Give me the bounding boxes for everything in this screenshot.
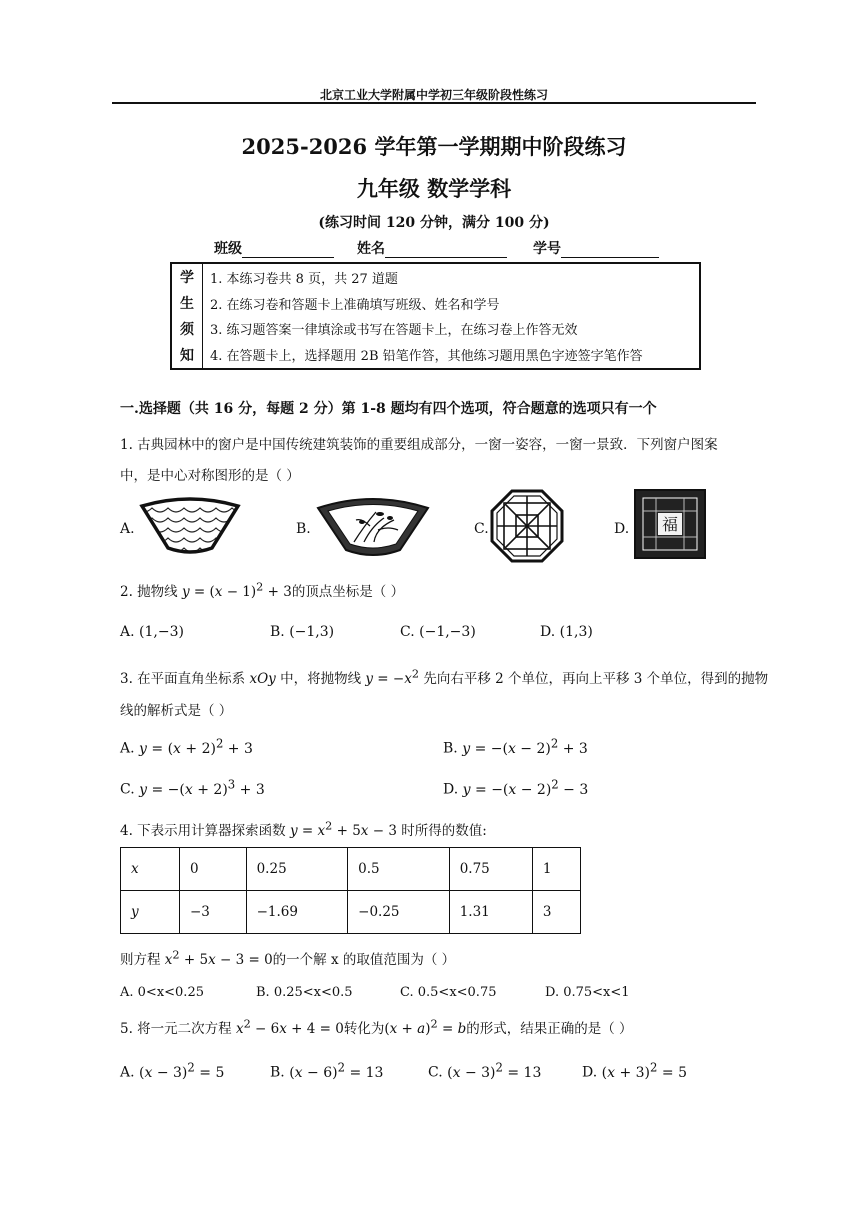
q2-option-b[interactable]: B. (−1,3) — [270, 624, 335, 640]
exam-subject: 九年级 数学学科 — [356, 176, 512, 201]
q1-option-a-label[interactable]: A. — [120, 521, 135, 537]
q1-option-b-label[interactable]: B. — [296, 521, 311, 537]
q1-text-line2: 中，是中心对称图形的是（ ） — [120, 468, 300, 484]
table-cell: 0.25 — [246, 848, 348, 891]
class-blank[interactable] — [242, 241, 334, 258]
student-notice-box — [170, 262, 701, 370]
q4-question: 则方程 $x^2 + 5x - 3 = 0$的一个解 x 的取值范围为（ ） — [120, 948, 456, 968]
notice-item: 1. 本练习卷共 8 页，共 27 道题 — [210, 272, 398, 287]
octagon-window-image — [490, 489, 564, 563]
school-header: 北京工业大学附属中学初三年级阶段性练习 — [319, 88, 548, 102]
q3-formula: $y = -x^2$ — [365, 667, 420, 687]
q4-value-table — [120, 847, 581, 934]
q3-option-b[interactable]: B. $y = -(x - 2)^2 + 3$ — [443, 736, 588, 757]
table-row — [121, 891, 581, 934]
notice-item: 3. 练习题答案一律填涂或书写在答题卡上，在练习卷上作答无效 — [210, 323, 578, 338]
q4-option-b[interactable]: B. 0.25<x<0.5 — [256, 985, 353, 1000]
square-window-fu-image — [634, 489, 706, 559]
name-label: 姓名 — [357, 241, 385, 257]
table-cell: 1 — [532, 848, 580, 891]
q1-option-d-label[interactable]: D. — [614, 521, 630, 537]
q1-text-line1: 1. 古典园林中的窗户是中国传统建筑装饰的重要组成部分，一窗一姿容，一窗一景致．下列窗户图案 — [120, 437, 718, 453]
table-cell: 0 — [180, 848, 247, 891]
name-field[interactable] — [357, 238, 507, 258]
fan-window-orchid-image — [314, 496, 432, 558]
student-id-label: 学号 — [533, 241, 561, 257]
table-cell: −3 — [180, 891, 247, 934]
section-heading: 一.选择题（共 16 分，每题 2 分）第 1-8 题均有四个选项，符合题意的选项只有一个 — [120, 401, 657, 417]
q2-formula: $y = (x - 1)^2 + 3$ — [181, 580, 292, 600]
q3-option-a[interactable]: A. $y = (x + 2)^2 + 3$ — [120, 736, 253, 757]
table-cell: −0.25 — [348, 891, 450, 934]
q3-stem-line2: 线的解析式是（ ） — [120, 703, 233, 719]
name-blank[interactable] — [385, 241, 507, 258]
q2-option-a[interactable]: A. (1,−3) — [120, 624, 184, 640]
table-row — [121, 848, 581, 891]
class-field[interactable] — [214, 238, 334, 258]
q4-option-a[interactable]: A. 0<x<0.25 — [120, 985, 204, 1000]
q2-option-d[interactable]: D. (1,3) — [540, 624, 593, 640]
header-rule — [112, 102, 756, 104]
fan-window-lattice-image — [136, 498, 244, 556]
table-cell: 1.31 — [449, 891, 532, 934]
notice-item: 2. 在练习卷和答题卡上准确填写班级、姓名和学号 — [210, 297, 500, 313]
q2-stem: 2. 抛物线 $y = (x - 1)^2 + 3$的顶点坐标是（ ） — [120, 580, 405, 600]
table-header-y: y — [121, 891, 180, 934]
time-note: (练习时间 120 分钟，满分 100 分) — [318, 215, 550, 231]
q5-option-b[interactable]: B. $(x - 6)^2 = 13$ — [270, 1060, 384, 1081]
table-cell: −1.69 — [246, 891, 348, 934]
q5-option-a[interactable]: A. $(x - 3)^2 = 5$ — [120, 1060, 225, 1081]
q4-option-d[interactable]: D. 0.75<x<1 — [545, 985, 630, 1000]
class-label: 班级 — [214, 241, 242, 257]
q5-stem: 5. 将一元二次方程 $x^2 - 6x + 4 = 0$转化为$(x + a)^2 = b$的形式，结果正确的是（ ） — [120, 1017, 633, 1037]
table-cell: 0.75 — [449, 848, 532, 891]
exam-title: 2025-2026 学年第一学期期中阶段练习 — [241, 134, 627, 159]
svg-text:福: 福 — [661, 515, 679, 534]
q3-option-c[interactable]: C. $y = -(x + 2)^3 + 3$ — [120, 777, 265, 798]
q4-formula: $y = x^2 + 5x - 3$ — [289, 819, 397, 839]
q4-stem: 4. 下表示用计算器探索函数 $y = x^2 + 5x - 3$ 时所得的数值: — [120, 819, 487, 839]
q4-option-c[interactable]: C. 0.5<x<0.75 — [400, 985, 497, 1000]
student-id-field[interactable] — [533, 238, 659, 258]
q3-option-d[interactable]: D. $y = -(x - 2)^2 - 3$ — [443, 777, 589, 798]
q5-option-d[interactable]: D. $(x + 3)^2 = 5$ — [582, 1060, 687, 1081]
q1-option-c-label[interactable]: C. — [474, 521, 489, 537]
notice-item: 4. 在答题卡上，选择题用 2B 铅笔作答，其他练习题用黑色字迹签字笔作答 — [210, 348, 643, 364]
q3-stem-line1: 3. 在平面直角坐标系 xOy 中，将抛物线 $y = -x^2$ 先向右平移 2 个单位，再向上平移 3 个单位，得到的抛物 — [120, 667, 769, 687]
q5-option-c[interactable]: C. $(x - 3)^2 = 13$ — [428, 1060, 542, 1081]
table-header-x: x — [121, 848, 180, 891]
student-id-blank[interactable] — [561, 241, 659, 258]
notice-side-label: 学 生 须 知 — [172, 264, 203, 368]
table-cell: 0.5 — [348, 848, 450, 891]
q2-option-c[interactable]: C. (−1,−3) — [400, 624, 476, 640]
table-cell: 3 — [532, 891, 580, 934]
